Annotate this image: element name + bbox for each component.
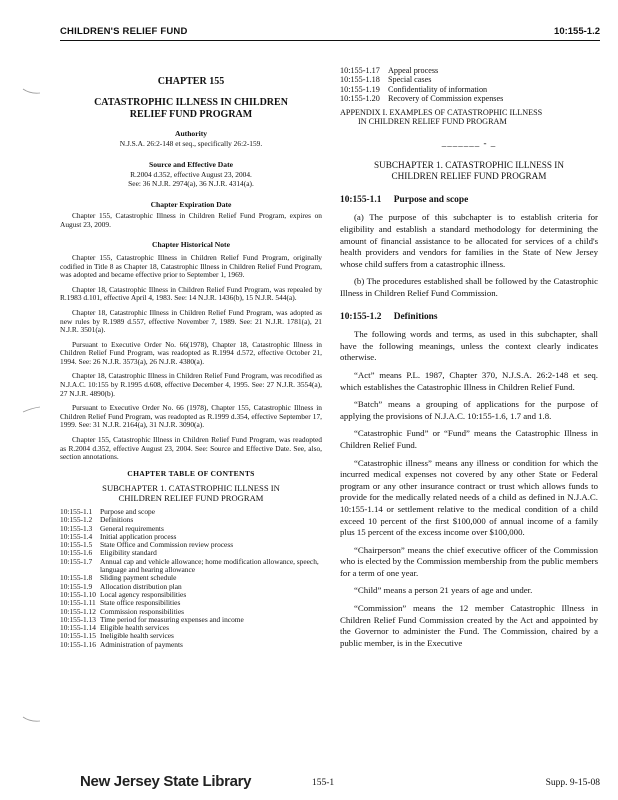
toc-section-title: State Office and Commission review process	[100, 540, 234, 550]
toc-continued	[340, 66, 598, 104]
toc-section-number: 10:155-1.4	[60, 531, 93, 541]
toc-section-title: Annual cap and vehicle allowance; home modification allowance, speech, language and hearing allowance	[100, 556, 319, 575]
chapter-title-line: CATASTROPHIC ILLNESS IN CHILDREN	[94, 96, 288, 108]
toc-section-title: Confidentiality of information	[388, 84, 488, 94]
history-paragraph: Chapter 18, Catastrophic Illness in Children Relief Fund Program, was adopted as new rules by R.1989 d.557, effective November 7, 1989. See: 21 N.J.R. 1781(a), 21 N.J.R. 3501(a).	[60, 307, 322, 335]
toc-row	[340, 94, 598, 103]
toc-section-title: General requirements	[100, 523, 164, 533]
section-title: Purpose and scope	[393, 194, 469, 205]
toc-section-number: 10:155-1.5	[60, 540, 93, 550]
margin-mark-icon	[22, 406, 42, 414]
chapter-title	[60, 97, 322, 121]
appendix-line: APPENDIX I. EXAMPLES OF CATASTROPHIC ILLNESS	[340, 107, 543, 117]
expiration-text: Chapter 155, Catastrophic Illness in Children Relief Fund Program, expires on August 23, 2009.	[60, 211, 322, 229]
margin-mark-icon	[22, 716, 42, 724]
definition-paragraph: “Child” means a person 21 years of age and under.	[354, 585, 533, 596]
definition-paragraph: “Commission” means the 12 member Catastrophic Illness in Children Relief Fund Commission created by the Act and appointed by the Governor to administer the Fund. The Commission, chaired by a public member, is in the Executive	[340, 603, 598, 648]
header-section-number: 10:155-1.2	[554, 26, 600, 37]
history-paragraph: Chapter 155, Catastrophic Illness in Children Relief Fund Program, originally codified in Title 8 as Chapter 18, Catastrophic Illness in Children Relief Fund Program, was adopted and became effective prior to September 1, 1969.	[60, 252, 322, 280]
toc-section-number: 10:155-1.15	[60, 631, 96, 641]
toc-section-title: Local agency responsibilities	[100, 589, 187, 599]
history-paragraph: Chapter 18, Catastrophic Illness in Children Relief Fund Program, was recodified as N.J.A.C. 10:155 by R.1995 d.608, effective December 4, 1995. See: 27 N.J.R. 3554(a), 27 N.J.R. 4890(b).	[60, 371, 322, 398]
toc-section-title: Recovery of Commission expenses	[388, 94, 504, 104]
toc-subchapter-line: CHILDREN RELIEF FUND PROGRAM	[118, 493, 264, 504]
definition-paragraph: “Catastrophic Fund” or “Fund” means the Catastrophic Illness in Children Relief Fund.	[340, 428, 598, 450]
toc-section-number: 10:155-1.13	[60, 614, 96, 624]
source-heading: Source and Effective Date	[148, 159, 233, 169]
section-separator: _______ - _	[441, 138, 497, 149]
subchapter-heading-line: CHILDREN RELIEF FUND PROGRAM	[391, 171, 547, 182]
definition-paragraph: “Chairperson” means the chief executive officer of the Commission who is elected by the Commission membership from the public members for a term of one year.	[340, 544, 598, 578]
toc-section-title: Initial application process	[100, 531, 177, 541]
toc-section-title: Time period for measuring expenses and income	[100, 614, 244, 624]
toc-section-number: 10:155-1.8	[60, 573, 93, 583]
section-number: 10:155-1.1	[340, 194, 382, 205]
body-paragraph: (a) The purpose of this subchapter is to establish criteria for eligibility and establish a standard methodology for determining the amount of financial assistance to be allocated for services of a child's health providers and vendors for families in the State of New Jersey whose child suffers from a catastrophic illness.	[340, 212, 598, 269]
toc-row	[340, 75, 598, 84]
section-heading	[340, 312, 598, 324]
toc-section-title: Eligibility standard	[100, 548, 157, 558]
expiration-heading: Chapter Expiration Date	[150, 199, 232, 209]
section-title: Definitions	[393, 311, 438, 322]
source-text: R.2004 d.352, effective August 23, 2004.	[130, 170, 252, 180]
library-watermark: New Jersey State Library	[80, 773, 252, 790]
left-column	[60, 72, 322, 649]
toc-section-number: 10:155-1.11	[60, 598, 96, 608]
toc-section-number: 10:155-1.9	[60, 581, 93, 591]
toc-section-number: 10:155-1.12	[60, 606, 96, 616]
toc-row	[60, 558, 322, 575]
definition-paragraph: “Act” means P.L. 1987, Chapter 370, N.J.S.A. 26:2-148 et seq. which establishes the Catastrophic Illness in Children Relief Fund.	[340, 369, 598, 392]
toc-section-title: Definitions	[100, 515, 134, 525]
history-notes	[60, 254, 322, 462]
toc-section-number: 10:155-1.17	[340, 66, 380, 75]
page-number: 155-1	[312, 778, 335, 788]
body-paragraph: (b) The procedures established shall be followed by the Catastrophic Illness in Children Relief Fund Commission.	[340, 276, 598, 298]
header-chapter-name: CHILDREN'S RELIEF FUND	[60, 26, 188, 37]
toc-section-number: 10:155-1.19	[340, 84, 380, 94]
body-paragraph: The following words and terms, as used in this subchapter, shall have the following meanings, unless the context clearly indicates otherwise.	[340, 329, 598, 363]
toc-row	[60, 641, 322, 649]
toc-section-number: 10:155-1.14	[60, 623, 96, 633]
toc-section-number: 10:155-1.18	[340, 75, 380, 85]
toc-list	[60, 508, 322, 649]
toc-section-title: State office responsibilities	[100, 598, 181, 608]
source-text: See: 36 N.J.R. 2974(a), 36 N.J.R. 4314(a).	[128, 178, 254, 188]
appendix-entry	[340, 108, 598, 127]
chapter-title-line: RELIEF FUND PROGRAM	[129, 108, 253, 120]
toc-section-title: Eligible health services	[100, 623, 169, 633]
definition-paragraph: “Catastrophic illness” means any illness or condition for which the incurred medical expenses not covered by any other State or Federal program or any other insurance contract or trust which allows funds to provide for the medically related needs of a child as defined in N.J.A.C. 10:155-1.14 or settlement relative to the medical condition of a child exceed 10 percent of the first $100,000 of annual income of a family plus 15 percent of the excess income over $100,000.	[340, 457, 598, 538]
toc-section-number: 10:155-1.1	[60, 507, 93, 516]
toc-section-title: Allocation distribution plan	[100, 581, 182, 591]
toc-section-number: 10:155-1.3	[60, 523, 93, 533]
toc-section-number: 10:155-1.16	[60, 639, 96, 649]
history-paragraph: Chapter 18, Catastrophic Illness in Children Relief Fund Program, was repealed by R.1983 d.101, effective April 4, 1983. See: 14 N.J.R. 1436(b), 15 N.J.R. 544(a).	[60, 284, 322, 303]
history-paragraph: Pursuant to Executive Order No. 66 (1978), Chapter 155, Catastrophic Illness in Children Relief Fund Program, was readopted as R.1999 d.354, effective September 17, 1999. See: 31 N.J.R. 2164(a), 31 N.J.R. 3090(a).	[60, 403, 322, 430]
toc-section-title: Special cases	[388, 75, 432, 85]
history-heading: Chapter Historical Note	[152, 240, 230, 250]
toc-section-title: Ineligible health services	[100, 631, 174, 641]
subchapter-heading-line: SUBCHAPTER 1. CATASTROPHIC ILLNESS IN	[374, 160, 564, 171]
toc-heading: CHAPTER TABLE OF CONTENTS	[127, 468, 255, 478]
toc-row	[340, 66, 598, 75]
appendix-line: IN CHILDREN RELIEF FUND PROGRAM	[358, 117, 507, 127]
toc-section-number: 10:155-1.6	[60, 548, 93, 558]
definition-paragraph: “Batch” means a grouping of applications for the purpose of applying the provisions of N.J.A.C. 10:155-1.6, 1.7 and 1.8.	[340, 399, 598, 421]
right-column	[340, 66, 598, 649]
section-number: 10:155-1.2	[340, 311, 382, 322]
subchapter-heading	[340, 160, 598, 183]
toc-section-number: 10:155-1.2	[60, 515, 93, 525]
toc-section-title: Administration of payments	[100, 639, 183, 649]
authority-text: N.J.S.A. 26:2-148 et seq., specifically 26:2-159.	[119, 139, 263, 149]
toc-section-title: Purpose and scope	[100, 507, 156, 516]
history-paragraph: Pursuant to Executive Order No. 66(1978), Chapter 18, Catastrophic Illness in Children Relief Fund Program, was readopted as R.1994 d.572, effective October 21, 1994. See: 26 N.J.R. 3573(a), 26 N.J.R. 4380(a).	[60, 339, 322, 366]
margin-mark-icon	[22, 88, 42, 96]
toc-subchapter-line: SUBCHAPTER 1. CATASTROPHIC ILLNESS IN	[102, 483, 280, 494]
toc-section-number: 10:155-1.20	[340, 94, 380, 104]
supplement-date: Supp. 9-15-08	[545, 778, 600, 788]
section-heading	[340, 195, 598, 207]
authority-heading: Authority	[174, 128, 208, 138]
toc-row	[340, 85, 598, 94]
toc-section-title: Sliding payment schedule	[100, 573, 177, 583]
toc-section-number: 10:155-1.10	[60, 589, 96, 599]
history-paragraph: Chapter 155, Catastrophic Illness in Children Relief Fund Program, was readopted as R.2004 d.352, effective August 23, 2004. See: Source and Effective Date. See, also, section annotations.	[60, 435, 322, 462]
chapter-number: CHAPTER 155	[157, 76, 225, 87]
running-header	[60, 26, 600, 41]
toc-section-number: 10:155-1.7	[60, 556, 93, 566]
toc-section-title: Commission responsibilities	[100, 606, 184, 616]
toc-section-title: Appeal process	[388, 66, 439, 75]
toc-subchapter-title	[60, 484, 322, 504]
